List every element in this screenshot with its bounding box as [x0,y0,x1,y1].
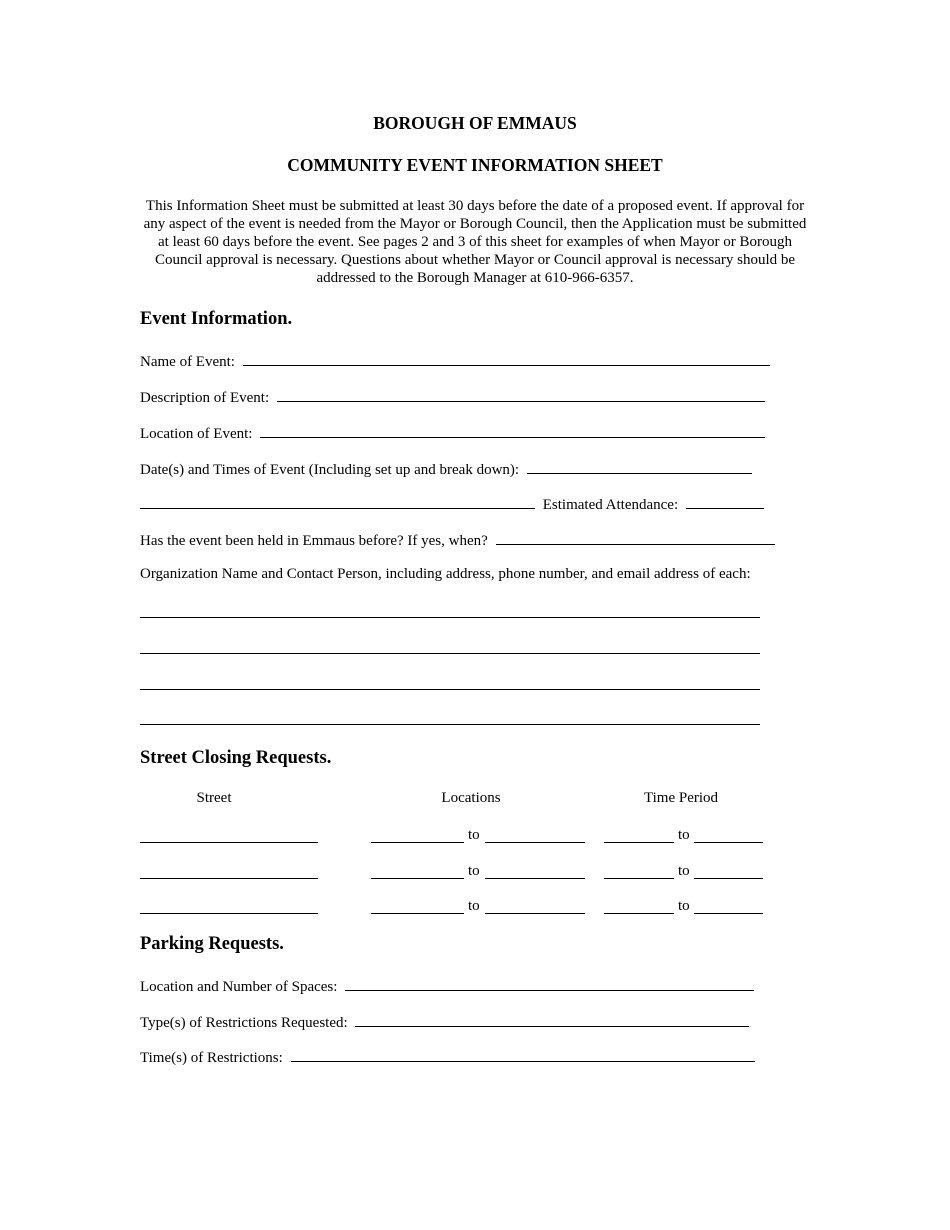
parking-spaces-label: Location and Number of Spaces: [140,979,338,995]
street-field-1[interactable] [140,842,318,843]
parking-times-row [140,1047,755,1067]
time-from-field-1[interactable] [604,842,674,843]
location-from-field-3[interactable] [371,913,464,914]
section-heading-event-information: Event Information. [140,309,293,329]
location-to-word-1: to [468,827,480,843]
column-header-locations: Locations [441,790,501,806]
event-name-label: Name of Event: [140,354,235,370]
attendance-label: Estimated Attendance: [542,497,679,513]
location-to-field-2[interactable] [485,878,585,879]
section-heading-street-closing: Street Closing Requests. [140,748,332,768]
event-description-label: Description of Event: [140,390,270,406]
attendance-field[interactable] [686,494,764,509]
parking-spaces-field[interactable] [345,976,754,991]
held-before-row [140,530,775,550]
street-field-3[interactable] [140,913,318,914]
event-description-row [140,387,765,407]
location-to-field-1[interactable] [485,842,585,843]
parking-restrictions-field[interactable] [355,1012,749,1027]
event-location-row [140,423,765,443]
org-contact-line-1[interactable] [140,617,760,618]
time-from-field-3[interactable] [604,913,674,914]
page-title: COMMUNITY EVENT INFORMATION SHEET [287,155,663,175]
held-before-label: Has the event been held in Emmaus before? If yes, when? [140,533,488,549]
time-to-word-1: to [678,827,690,843]
event-location-label: Location of Event: [140,426,253,442]
location-to-word-2: to [468,863,480,879]
street-field-2[interactable] [140,878,318,879]
location-to-field-3[interactable] [485,913,585,914]
event-description-field[interactable] [277,387,765,402]
org-contact-line-3[interactable] [140,689,760,690]
time-to-field-1[interactable] [694,842,763,843]
org-contact-line-4[interactable] [140,724,760,725]
time-to-field-3[interactable] [694,913,763,914]
time-to-word-2: to [678,863,690,879]
location-to-word-3: to [468,898,480,914]
time-to-word-3: to [678,898,690,914]
org-contact-label: Organization Name and Contact Person, including address, phone number, and email address of each: [140,566,751,582]
time-to-field-2[interactable] [694,878,763,879]
org-contact-line-2[interactable] [140,653,760,654]
parking-spaces-row [140,976,754,996]
event-dates-field[interactable] [527,459,752,474]
event-dates-row [140,459,752,479]
event-dates-field-continued[interactable] [140,494,535,509]
parking-times-label: Time(s) of Restrictions: [140,1050,283,1066]
org-title: BOROUGH OF EMMAUS [373,113,577,133]
intro-paragraph: This Information Sheet must be submitted at least 30 days before the date of a proposed event. If approval for any aspect of the event is needed from the Mayor or Borough Council, then the Application must be submitted at least 60 days before the event. See pages 2 and 3 of this sheet for examples of when Mayor or Borough Council approval is necessary. Questions about whether Mayor or Council approval is necessary should be addressed to the Borough Manager at 610-966-6357. [143,198,807,286]
event-dates-label: Date(s) and Times of Event (Including set up and break down): [140,462,520,478]
event-location-field[interactable] [260,423,765,438]
column-header-time-period: Time Period [643,790,719,806]
location-from-field-2[interactable] [371,878,464,879]
held-before-field[interactable] [496,530,775,545]
column-header-street: Street [196,790,232,806]
event-name-field[interactable] [243,351,770,366]
time-from-field-2[interactable] [604,878,674,879]
parking-restrictions-row [140,1012,749,1032]
event-name-row [140,351,770,371]
event-dates-attendance-row [140,494,764,514]
parking-times-field[interactable] [291,1047,755,1062]
location-from-field-1[interactable] [371,842,464,843]
parking-restrictions-label: Type(s) of Restrictions Requested: [140,1015,348,1031]
section-heading-parking: Parking Requests. [140,934,284,954]
